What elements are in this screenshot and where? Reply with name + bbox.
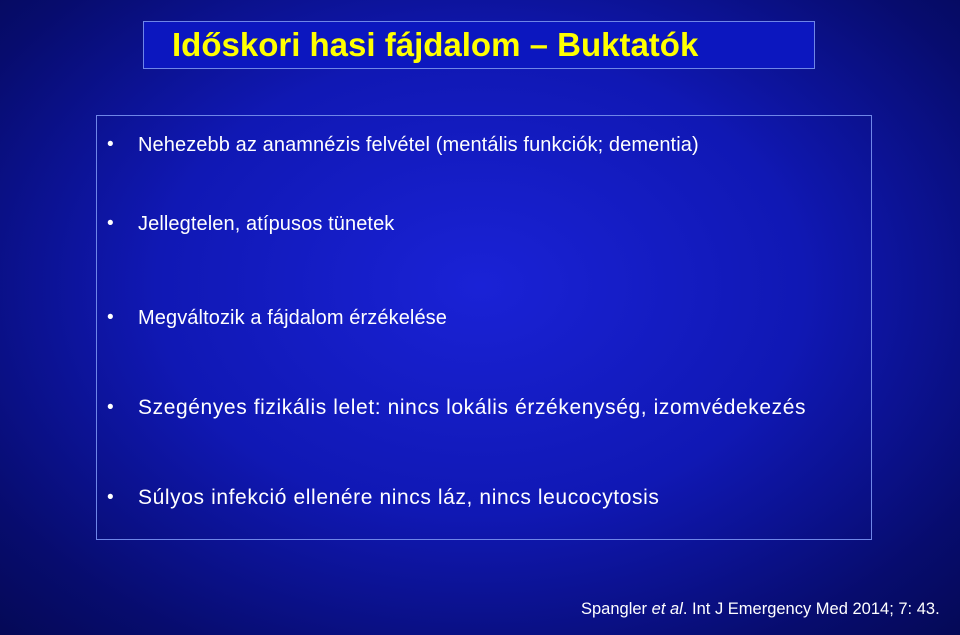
citation-etal: et al — [651, 600, 683, 618]
bullet-text: Jellegtelen, atípusos tünetek — [138, 213, 395, 235]
bullet-text: Szegényes fizikális lelet: nincs lokális érzékenység, izomvédekezés — [138, 396, 807, 419]
bullet-dot-icon: • — [107, 487, 114, 508]
bullet-item — [97, 483, 871, 513]
bullet-dot-icon: • — [107, 213, 114, 234]
bullet-dot-icon: • — [107, 134, 114, 155]
bullet-item — [97, 130, 871, 160]
bullet-item — [97, 303, 871, 333]
bullet-text: Megváltozik a fájdalom érzékelése — [138, 307, 448, 329]
bullet-text: Nehezebb az anamnézis felvétel (mentális funkciók; dementia) — [138, 134, 699, 156]
bullet-dot-icon: • — [107, 307, 114, 328]
citation-source: . Int J Emergency Med 2014; 7: 43. — [682, 600, 940, 618]
bullet-item — [97, 209, 871, 239]
citation-author: Spangler — [581, 600, 648, 618]
bullet-item — [97, 393, 871, 423]
slide-title: Időskori hasi fájdalom – Buktatók — [172, 26, 699, 63]
bullet-text: Súlyos infekció ellenére nincs láz, nincs leucocytosis — [138, 486, 660, 509]
bullet-dot-icon: • — [107, 397, 114, 418]
citation — [581, 598, 940, 620]
title-box — [143, 21, 815, 69]
bullet-list-box — [96, 115, 872, 540]
